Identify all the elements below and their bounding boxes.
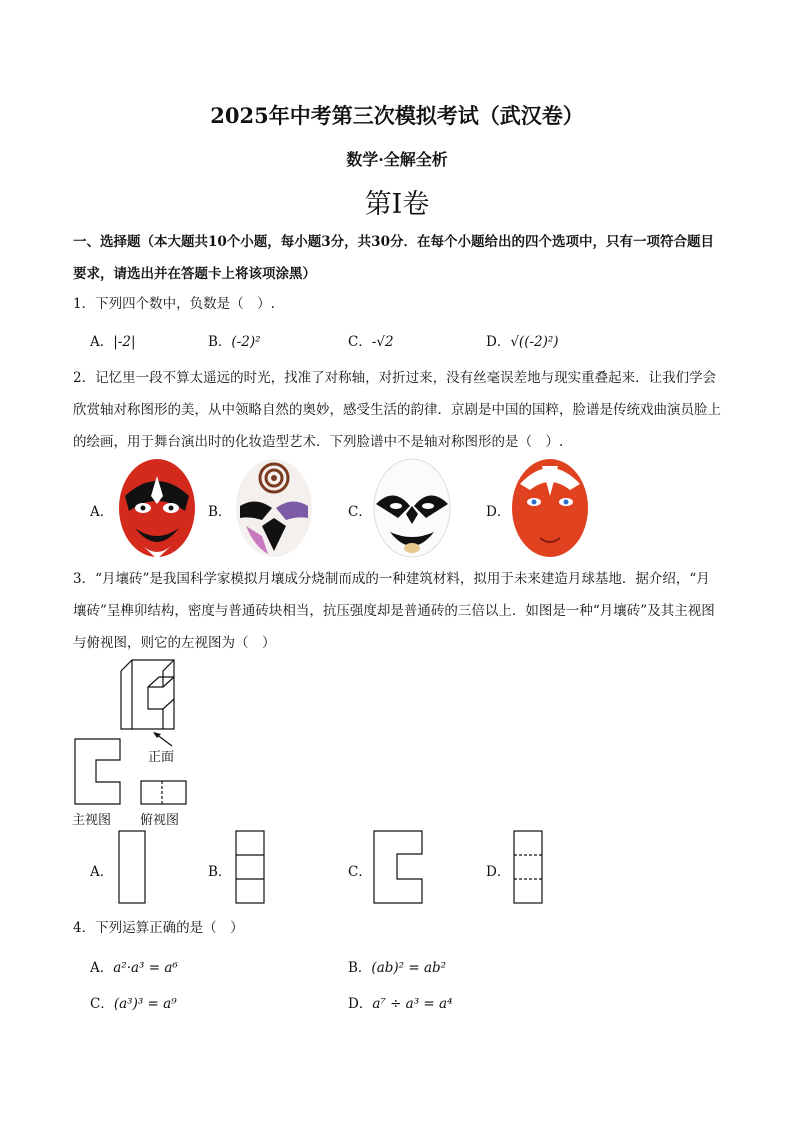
q1-option-d-letter: D． xyxy=(486,334,511,350)
q3-option-b-figure xyxy=(235,830,267,906)
section-instructions: 一、选择题（本大题共10个小题，每小题3分，共30分．在每个小题给出的四个选项中，只有一项符合题目要求，请选出并在答题卡上将该项涂黑） xyxy=(73,234,714,282)
opera-mask-orange-icon xyxy=(508,456,592,560)
q2-option-d-letter: D． xyxy=(486,504,511,520)
main-view-label: 主视图 xyxy=(72,813,112,828)
q3-option-d-figure xyxy=(513,830,545,906)
q4-option-b-expr: (ab)² = ab² xyxy=(371,960,447,976)
question-1-stem: 1．下列四个数中，负数是（ ）. xyxy=(73,296,275,312)
question-4-stem: 4．下列运算正确的是（ ） xyxy=(73,920,244,936)
q1-option-d xyxy=(486,330,559,350)
q1-option-c xyxy=(348,330,394,350)
q3-option-d-letter: D． xyxy=(486,864,511,880)
q4-option-c-letter: C． xyxy=(90,996,114,1012)
top-view-figure xyxy=(140,780,188,806)
q2-option-c-letter: C． xyxy=(348,504,372,520)
q1-option-a xyxy=(90,330,136,350)
top-view-label: 俯视图 xyxy=(140,813,180,828)
q2-option-b-letter: B． xyxy=(208,504,232,520)
question-3-stem: 3．“月壤砖”是我国科学家模拟月壤成分烧制而成的一种建筑材料，拟用于未来建造月球基地．据介绍，“月壤砖”呈榫卯结构，密度与普通砖块相当，抗压强度却是普通砖的三倍以上．如图是一种“月壤砖”及其主视图与俯视图，则它的左视图为（ ） xyxy=(73,571,715,651)
main-view-figure xyxy=(74,738,122,806)
opera-mask-white-icon xyxy=(370,456,454,560)
opera-mask-red-icon xyxy=(115,456,199,560)
exam-subtitle: 数学·全解全析 xyxy=(346,150,448,169)
q3-option-a-figure xyxy=(118,830,148,906)
q1-option-d-expr: √((-2)²) xyxy=(510,334,559,350)
exam-title: 2025年中考第三次模拟考试（武汉卷） xyxy=(210,103,584,128)
q4-option-a xyxy=(90,956,178,976)
q3-option-c-figure xyxy=(373,830,425,906)
opera-mask-spiral-icon xyxy=(232,456,316,560)
q4-option-d-expr: a⁷ ÷ a³ = a⁴ xyxy=(372,996,453,1012)
q2-option-a-letter: A． xyxy=(90,504,114,520)
q3-option-b-letter: B． xyxy=(208,864,232,880)
q4-option-a-expr: a²·a³ = a⁶ xyxy=(113,960,178,976)
q4-option-a-letter: A． xyxy=(90,960,114,976)
q4-option-d xyxy=(348,992,453,1012)
front-label: 正面 xyxy=(148,750,175,765)
volume-heading: 第Ⅰ卷 xyxy=(364,189,430,220)
q4-option-b xyxy=(348,956,446,976)
q4-option-c-expr: (a³)³ = a⁹ xyxy=(113,996,177,1012)
q1-option-b-expr: (-2)² xyxy=(231,334,261,350)
q3-option-a-letter: A． xyxy=(90,864,114,880)
q1-option-c-letter: C． xyxy=(348,334,372,350)
q4-option-c xyxy=(90,992,177,1012)
q1-option-b-letter: B． xyxy=(208,334,232,350)
moon-brick-3d-figure xyxy=(118,657,178,732)
q1-option-c-expr: -√2 xyxy=(371,334,394,350)
question-2-stem: 2．记忆里一段不算太遥远的时光，找准了对称轴，对折过来，没有丝毫误差地与现实重叠起来．让我们学会欣赏轴对称图形的美，从中领略自然的奥妙，感受生活的韵律．京剧是中国的国粹，脸谱是传统戏曲演员脸上的绘画，用于舞台演出时的化妆造型艺术．下列脸谱中不是轴对称图形的是（ ）. xyxy=(73,370,721,450)
q4-option-d-letter: D． xyxy=(348,996,373,1012)
q4-option-b-letter: B． xyxy=(348,960,372,976)
q1-option-b xyxy=(208,330,261,350)
q1-option-a-letter: A． xyxy=(90,334,114,350)
q1-option-a-expr: |-2| xyxy=(113,334,136,350)
q3-option-c-letter: C． xyxy=(348,864,372,880)
